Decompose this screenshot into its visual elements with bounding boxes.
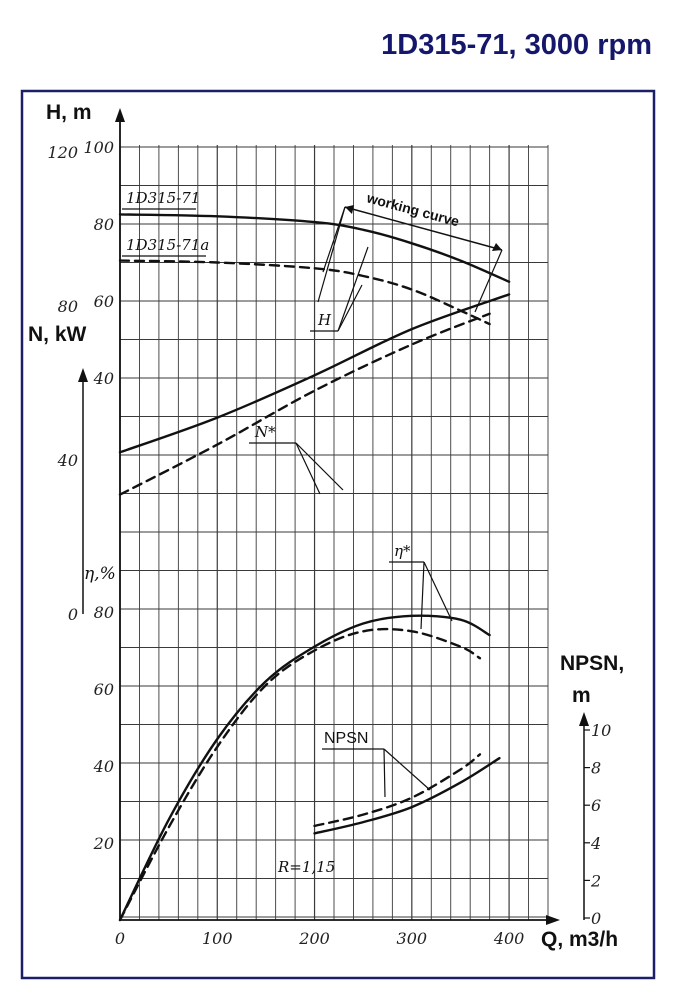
npsh-tick-label: 0 — [591, 909, 602, 928]
power-leader-2 — [296, 443, 343, 490]
head-axis-arrow — [115, 108, 125, 122]
npsh-axis-arrow — [579, 712, 589, 726]
power-axis-arrow — [78, 368, 88, 382]
efficiency-tick-label: 40 — [93, 757, 114, 776]
npsh-curve-label: NPSN — [324, 730, 369, 747]
head-dashed-curve — [120, 261, 490, 325]
x-axis-arrow — [546, 915, 560, 925]
efficiency-tick-label: 20 — [93, 834, 114, 853]
head-tick-label: 80 — [93, 215, 114, 234]
head-leader-1 — [338, 247, 368, 331]
x-tick-label: 0 — [114, 929, 126, 948]
head-axis-title: H, m — [46, 101, 92, 124]
power-tick-label: 120 — [47, 143, 78, 162]
efficiency-tick-label: 60 — [93, 680, 114, 699]
x-tick-label: 400 — [493, 929, 525, 948]
npsh-dashed-curve — [315, 754, 480, 826]
label-1d315-71a: 1D315-71a — [126, 236, 210, 254]
x-tick-label: 300 — [396, 929, 428, 948]
head-tick-label: 40 — [93, 369, 114, 388]
working-curve-label: working curve — [365, 189, 462, 230]
efficiency-axis-title: η,% — [84, 564, 116, 584]
power-tick-label: 80 — [57, 297, 78, 316]
npsh-tick-label: 8 — [591, 758, 602, 778]
efficiency-curve-label: η* — [394, 542, 411, 560]
power-curve-label: N* — [255, 423, 276, 441]
label-1d315-71: 1D315-71 — [126, 189, 201, 207]
x-tick-label: 200 — [299, 929, 330, 948]
head-tick-label: 100 — [83, 138, 114, 157]
head-tick-label: 60 — [93, 292, 114, 311]
chart-title: 1D315-71, 3000 rpm — [381, 29, 652, 61]
x-tick-label: 100 — [201, 929, 233, 948]
npsh-axis-title-line2: m — [572, 684, 591, 707]
efficiency-tick-label: 80 — [93, 603, 114, 622]
power-tick-label: 40 — [57, 451, 78, 470]
annotations — [122, 189, 502, 876]
factor-label: R=1,15 — [278, 858, 336, 876]
efficiency-leader-1 — [421, 562, 424, 629]
working-curve-tick-right-1 — [475, 250, 502, 312]
head-curve-label: H — [318, 311, 332, 329]
npsh-tick-label: 6 — [591, 796, 602, 816]
efficiency-dashed-curve — [120, 629, 480, 920]
working-curve-arrow-left — [345, 205, 354, 214]
npsh-tick-label: 4 — [591, 833, 602, 853]
working-curve-tick-left-2 — [318, 207, 345, 302]
x-axis-title: Q, m3/h — [541, 928, 619, 951]
head-leader-2 — [338, 285, 362, 331]
npsh-tick-label: 2 — [591, 871, 602, 891]
npsh-leader-1 — [384, 749, 385, 797]
npsh-leader-2 — [384, 749, 430, 790]
tick-labels — [47, 138, 611, 948]
power-dashed-curve — [120, 314, 490, 495]
npsh-tick-label: 10 — [591, 721, 612, 740]
npsh-axis-title-line1: NPSN, — [560, 652, 625, 675]
power-leader-1 — [296, 443, 320, 494]
power-tick-label: 0 — [67, 605, 78, 624]
power-axis-title: N, kW — [28, 323, 87, 346]
